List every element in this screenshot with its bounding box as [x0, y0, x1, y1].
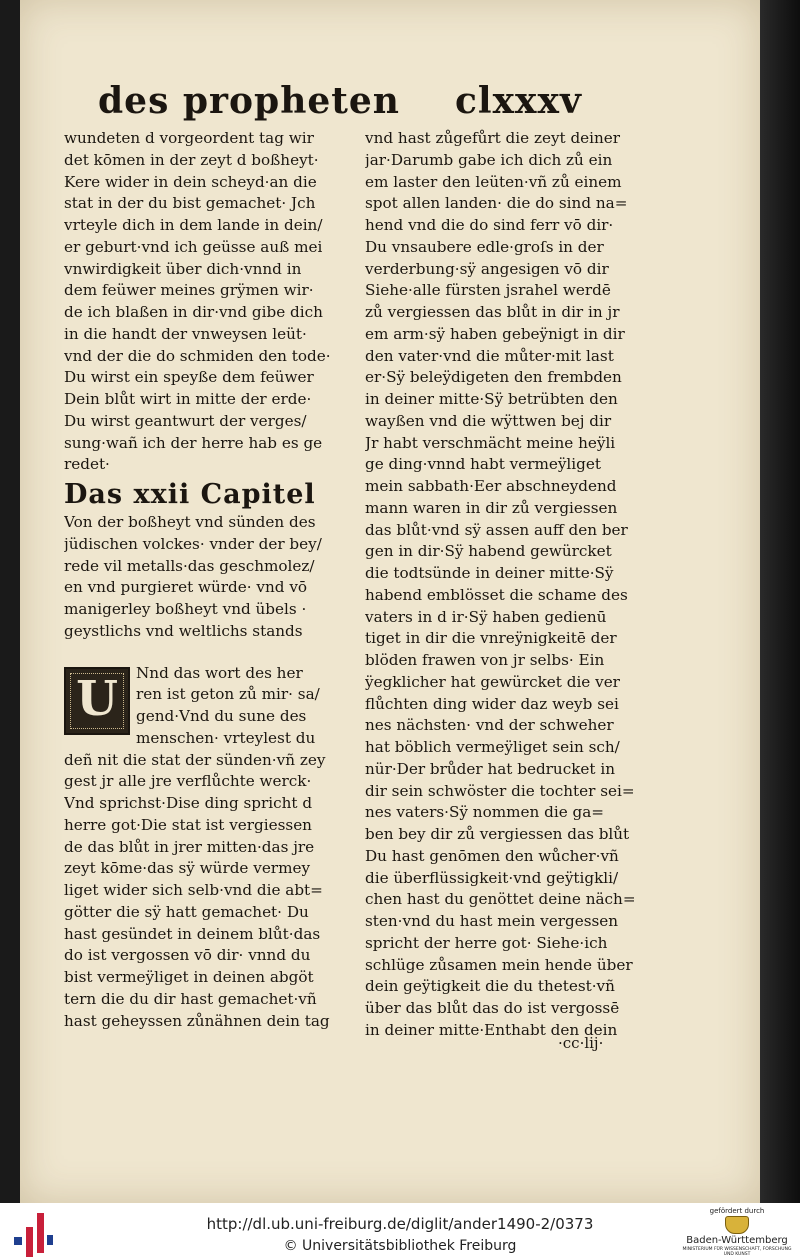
text-line: wayßen vnd die wÿttwen bej dir	[365, 411, 612, 430]
crest-icon	[725, 1216, 749, 1234]
signature-mark: ·cc·lij·	[558, 1034, 604, 1052]
text-line: vrteyle dich in dem lande in dein/	[64, 216, 323, 234]
text-line: Du wirst ein speyße dem feüwer	[64, 368, 314, 387]
right-paragraph	[365, 128, 645, 1042]
text-line: do ist vergossen vō dir· vnnd du	[64, 946, 311, 965]
text-line: hat böblich vermeÿliget sein sch/	[365, 738, 620, 756]
text-line: det kōmen in der zeyt d boßheyt·	[64, 150, 319, 169]
text-line: nes vaters·Sÿ nommen die ga=	[365, 803, 605, 822]
copyright-notice: © Universitätsbibliothek Freiburg	[283, 1238, 517, 1254]
text-line: em arm·sÿ haben gebeÿnigt in dir	[365, 324, 625, 343]
text-line: Siehe·alle fürsten jsrahel werdē	[365, 281, 611, 300]
text-line: mann waren in dir zů vergiessen	[365, 498, 618, 517]
text-line: geystlichs vnd weltlichs stands	[64, 621, 303, 640]
chapter-title: Das xxii Capitel	[64, 479, 316, 510]
text-line: habend emblösset die schame des	[365, 585, 628, 604]
text-line: den vater·vnd die můter·mit last	[365, 346, 614, 365]
sponsor-caption: gefördert durch	[709, 1207, 765, 1215]
text-line: de das blůt in jrer mitten·das jre	[64, 837, 315, 856]
left-paragraph	[64, 128, 356, 476]
text-line: vnwirdigkeit über dich·vnnd in	[64, 259, 302, 278]
text-line: manigerley boßheyt vnd übels ·	[64, 600, 307, 618]
text-line: die todtsünde in deiner mitte·Sÿ	[365, 564, 614, 582]
text-line: Dein blůt wirt in mitte der erde·	[64, 390, 312, 408]
text-line: chen hast du genöttet deine näch=	[365, 890, 636, 909]
text-line: ge ding·vnnd habt vermeÿliget	[365, 455, 601, 474]
text-line: ren ist geton zů mir· sa/	[136, 685, 320, 704]
text-line: jüdischen volckes· vnder der bey/	[64, 534, 322, 553]
text-line: sung·wañ ich der herre hab es ge	[64, 433, 323, 452]
text-line: liget wider sich selb·vnd die abt=	[64, 881, 323, 899]
text-line: sten·vnd du hast mein vergessen	[365, 912, 619, 930]
text-line: vnd hast zůgefůrt die zeyt deiner	[365, 129, 621, 147]
text-line: in deiner mitte·Enthabt den dein	[365, 1020, 618, 1039]
sponsor-name: Baden-Württemberg	[686, 1235, 788, 1246]
text-line: hast geheyssen zůnähnen dein tag	[64, 1011, 330, 1030]
text-line: mein sabbath·Eer abschneydend	[365, 477, 617, 495]
text-line: gen in dir·Sÿ habend gewürcket	[365, 542, 612, 561]
text-column-right	[365, 128, 645, 1042]
text-line: herre got·Die stat ist vergiessen	[64, 815, 312, 834]
text-line: nes nächsten· vnd der schweher	[365, 716, 614, 735]
text-line: vaters in d ir·Sÿ haben gedienū	[365, 607, 607, 626]
text-line: blöden frawen von jr selbs· Ein	[365, 651, 605, 669]
text-line: Du vnsaubere edle·groſs in der	[365, 237, 604, 256]
text-line: er geburt·vnd ich geüsse auß mei	[64, 237, 323, 256]
text-line: in die handt der vnweysen leüt·	[64, 324, 307, 343]
text-line: zů vergiessen das blůt in dir in jr	[365, 303, 620, 321]
text-line: flůchten ding wider daz weyb sei	[365, 694, 619, 713]
initial-block	[64, 663, 356, 793]
text-line: wundeten d vorgeordent tag wir	[64, 129, 314, 147]
text-column-left	[64, 128, 356, 1032]
text-line: bist vermeÿliget in deinen abgöt	[64, 968, 314, 986]
text-line: zeyt kōme·das sÿ würde vermey	[64, 859, 311, 878]
running-head-left: des propheten	[98, 80, 400, 122]
text-line: Vnd sprichst·Dise ding spricht d	[64, 794, 313, 812]
text-line: die überflüssigkeit·vnd geÿtigkli/	[365, 868, 619, 887]
text-line: em laster den leüten·vñ zů einem	[365, 172, 622, 191]
sponsor-logo	[678, 1207, 796, 1259]
text-line: Du wirst geantwurt der verges/	[64, 411, 307, 430]
text-line: rede vil metalls·das geschmolez/	[64, 556, 315, 575]
text-line: spricht der herre got· Siehe·ich	[365, 933, 608, 952]
text-line: tiget in dir die vnreÿnigkeitē der	[365, 629, 617, 648]
text-line: götter die sÿ hatt gemachet· Du	[64, 902, 309, 921]
text-line: menschen· vrteylest du	[136, 728, 316, 747]
permalink-url[interactable]: http://dl.ub.uni-freiburg.de/diglit/ander1490-2/0373	[206, 1215, 594, 1233]
text-line: jar·Darumb gabe ich dich zů ein	[365, 150, 613, 169]
decorated-initial: U	[64, 667, 130, 735]
text-line: Du hast genōmen den wůcher·vñ	[365, 846, 619, 865]
page-edge	[760, 0, 800, 1203]
text-line: das blůt·vnd sÿ assen auff den ber	[365, 520, 628, 539]
text-line: en vnd purgieret würde· vnd vō	[64, 578, 308, 597]
text-line: hast gesündet in deinem blůt·das	[64, 924, 321, 943]
text-line: tern die du dir hast gemachet·vñ	[64, 989, 317, 1008]
text-line: gest jr alle jre verflůchte werck·	[64, 772, 312, 791]
text-line: dir sein schwöster die tochter sei=	[365, 781, 635, 800]
chapter-summary	[64, 512, 356, 643]
text-line: verderbung·sÿ angesigen vō dir	[365, 259, 609, 278]
text-line: dein geÿtigkeit die du thetest·vñ	[365, 977, 615, 996]
text-line: vnd der die do schmiden den tode·	[64, 346, 331, 365]
text-line: ÿegklicher hat gewürcket die ver	[365, 672, 620, 691]
text-line: in deiner mitte·Sÿ betrübten den	[365, 390, 618, 408]
text-line: nür·Der brůder hat bedrucket in	[365, 759, 615, 778]
folio-number: clxxxv	[455, 80, 582, 122]
text-line: Kere wider in dein scheyd·an die	[64, 172, 317, 191]
text-line: Jr habt verschmächt meine heÿli	[365, 433, 616, 452]
text-line: de ich blaßen in dir·vnd gibe dich	[64, 303, 323, 321]
footer-bar	[0, 1203, 800, 1260]
text-line: er·Sÿ beleÿdigeten den frembden	[365, 368, 622, 387]
sponsor-ministry: MINISTERIUM FÜR WISSENSCHAFT, FORSCHUNG UND KUNST	[682, 1247, 792, 1257]
text-line: dem feüwer meines grÿmen wir·	[64, 281, 314, 300]
text-line: spot allen landen· die do sind na=	[365, 194, 628, 213]
text-line: hend vnd die do sind ferr vō dir·	[365, 216, 614, 234]
text-line: ben bey dir zů vergiessen das blůt	[365, 825, 630, 843]
text-line: redet·	[64, 455, 110, 474]
text-line: Von der boßheyt vnd sünden des	[64, 513, 316, 531]
text-line: schlüge zůsamen mein hende über	[365, 955, 633, 974]
text-line: über das blůt das do ist vergossē	[365, 999, 620, 1017]
text-line: gend·Vnd du sune des	[136, 707, 307, 725]
text-line: Nnd das wort des her	[136, 663, 303, 682]
text-line: stat in der du bist gemachet· Jch	[64, 194, 316, 213]
text-line: deñ nit die stat der sünden·vñ zey	[64, 750, 326, 769]
